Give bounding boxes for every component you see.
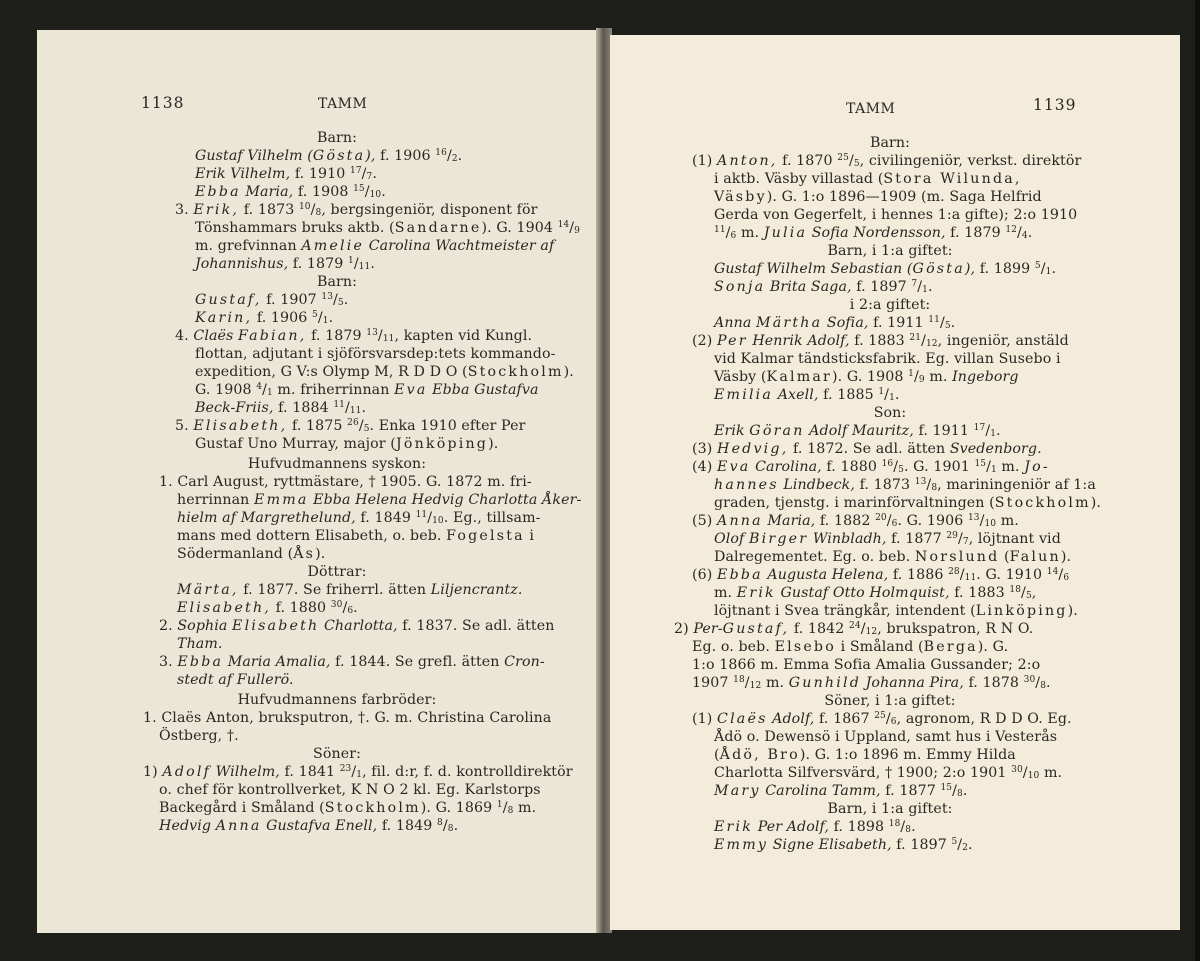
- heading: Barn:: [316, 274, 358, 290]
- text-line: 1) Adolf Wilhelm, f. 1841 $^{23}/_1$, fil. d:r, f. d. kontrolldirektör: [143, 764, 573, 780]
- text-line: Dalregementet. Eg. o. beb. Norslund (Falun).: [714, 549, 1072, 565]
- text-line: graden, tjenstg. i marinförvaltningen (Stockholm).: [714, 495, 1101, 511]
- text-line: Sonja Brita Saga, f. 1897 $^7/_1$.: [714, 279, 933, 295]
- text-line: Hedvig Anna Gustafva Enell, f. 1849 $^8/_8$.: [159, 818, 459, 834]
- edge-shadow: [1195, 0, 1200, 961]
- text-line: (Ådö, Bro). G. 1:o 1896 m. Emmy Hilda: [714, 747, 1016, 763]
- heading: Hufvudmannens syskon:: [247, 456, 427, 472]
- text-line: hielm af Margrethelund, f. 1849 $^{11}/_{10}$. Eg., tillsam-: [177, 510, 541, 526]
- text-line: mans med dottern Elisabeth, o. beb. Fogelsta i: [177, 528, 535, 544]
- text-line: expedition, G V:s Olymp M, R D D O (Stockholm).: [195, 364, 574, 380]
- text-line: 2) Per-Gustaf, f. 1842 $^{24}/_{12}$, brukspatron, R N O.: [674, 621, 1034, 637]
- text-line: Tham.: [177, 636, 223, 652]
- text-line: Märta, f. 1877. Se friherrl. ätten Liljencrantz.: [177, 582, 523, 598]
- text-line: (6) Ebba Augusta Helena, f. 1886 $^{28}/_{11}$. G. 1910 $^{14}/_6$: [692, 567, 1070, 583]
- text-line: 1. Claës Anton, bruksputron, †. G. m. Christina Carolina: [143, 710, 552, 726]
- text-line: Mary Carolina Tamm, f. 1877 $^{15}/_8$.: [714, 783, 968, 799]
- text-line: 3. Erik, f. 1873 $^{10}/_8$, bergsingeniör, disponent för: [175, 202, 538, 218]
- text-line: Gustaf Wilhelm Sebastian (Gösta), f. 1899 $^5/_1$.: [714, 261, 1057, 277]
- text-line: Emmy Signe Elisabeth, f. 1897 $^5/_2$.: [714, 837, 973, 853]
- text-line: hannes Lindbeck, f. 1873 $^{13}/_8$, mariningeniör af 1:a: [714, 477, 1096, 493]
- text-line: vid Kalmar tändsticksfabrik. Eg. villan Susebo i: [714, 351, 1061, 367]
- text-line: Östberg, †.: [159, 728, 239, 744]
- text-line: o. chef för kontrollverket, K N O 2 kl. Eg. Karlstorps: [159, 782, 541, 798]
- text-line: Karin, f. 1906 $^5/_1$.: [195, 310, 334, 326]
- text-line: (1) Claës Adolf, f. 1867 $^{25}/_6$, agronom, R D D O. Eg.: [692, 711, 1072, 727]
- text-line: Södermanland (Ås).: [177, 546, 326, 562]
- text-line: (3) Hedvig, f. 1872. Se adl. ätten Svedenborg.: [692, 441, 1042, 457]
- text-line: Gustaf Vilhelm (Gösta), f. 1906 $^{16}/_2$.: [195, 148, 463, 164]
- text-line: flottan, adjutant i sjöförsvarsdep:tets kommando-: [195, 346, 556, 362]
- text-line: Olof Birger Winbladh, f. 1877 $^{29}/_7$, löjtnant vid: [714, 531, 1061, 547]
- text-line: Väsby (Kalmar). G. 1908 $^1/_9$ m. Ingeborg: [714, 369, 1019, 385]
- heading: Söner:: [313, 746, 361, 762]
- text-line: Eg. o. beb. Elsebo i Småland (Berga). G.: [692, 639, 1009, 655]
- heading: Döttrar:: [307, 564, 367, 580]
- text-line: 4. Claës Fabian, f. 1879 $^{13}/_{11}$, kapten vid Kungl.: [175, 328, 533, 344]
- text-line: $^{11}/_6$ m. Julia Sofia Nordensson, f. 1879 $^{12}/_4$.: [714, 225, 1033, 241]
- heading: Barn:: [869, 135, 911, 151]
- text-line: Väsby). G. 1:o 1896—1909 (m. Saga Helfrid: [714, 189, 1042, 205]
- heading: Söner, i 1:a giftet:: [824, 693, 956, 709]
- text-line: Erik Vilhelm, f. 1910 $^{17}/_7$.: [195, 166, 377, 182]
- text-line: herrinnan Emma Ebba Helena Hedvig Charlotta Åker-: [177, 492, 582, 508]
- running-head: TAMM: [318, 96, 368, 112]
- heading: Hufvudmannens farbröder:: [237, 692, 437, 708]
- text-line: Backegård i Småland (Stockholm). G. 1869 $^1/_8$ m.: [159, 800, 537, 816]
- text-line: stedt af Fullerö.: [177, 672, 294, 688]
- text-line: löjtnant i Svea trängkår, intendent (Linköping).: [714, 603, 1078, 619]
- text-line: 1907 $^{18}/_{12}$ m. Gunhild Johanna Pira, f. 1878 $^{30}/_8$.: [692, 675, 1051, 691]
- text-line: (4) Eva Carolina, f. 1880 $^{16}/_5$. G. 1901 $^{15}/_1$ m. Jo-: [692, 459, 1050, 475]
- running-head: TAMM: [846, 101, 896, 117]
- heading: Barn, i 1:a giftet:: [827, 801, 953, 817]
- text-line: (1) Anton, f. 1870 $^{25}/_5$, civilingeniör, verkst. direktör: [692, 153, 1082, 169]
- text-line: m. grefvinnan Amelie Carolina Wachtmeister af: [195, 238, 555, 254]
- text-line: Beck-Friis, f. 1884 $^{11}/_{11}$.: [195, 400, 367, 416]
- text-line: Anna Märtha Sofia, f. 1911 $^{11}/_5$.: [714, 315, 956, 331]
- text-line: (5) Anna Maria, f. 1882 $^{20}/_6$. G. 1906 $^{13}/_{10}$ m.: [692, 513, 1019, 529]
- text-line: 5. Elisabeth, f. 1875 $^{26}/_5$. Enka 1910 efter Per: [175, 418, 526, 434]
- text-line: (2) Per Henrik Adolf, f. 1883 $^{21}/_{12}$, ingeniör, anstäld: [692, 333, 1069, 349]
- text-line: Gustaf, f. 1907 $^{13}/_5$.: [195, 292, 349, 308]
- text-line: Elisabeth, f. 1880 $^{30}/_6$.: [177, 600, 358, 616]
- text-line: 1:o 1866 m. Emma Sofia Amalia Gussander; 2:o: [692, 657, 1041, 673]
- right-page: [610, 35, 1180, 930]
- text-line: Erik Göran Adolf Mauritz, f. 1911 $^{17}/_1$.: [714, 423, 1001, 439]
- text-line: m. Erik Gustaf Otto Holmquist, f. 1883 $^{18}/_5$,: [714, 585, 1037, 601]
- heading: Barn:: [316, 130, 358, 146]
- text-line: Ebba Maria, f. 1908 $^{15}/_{10}$.: [195, 184, 386, 200]
- text-line: Gustaf Uno Murray, major (Jönköping).: [195, 436, 499, 452]
- text-line: Johannishus, f. 1879 $^1/_{11}$.: [195, 256, 375, 272]
- heading: i 2:a giftet:: [849, 297, 931, 313]
- text-line: Ådö o. Dewensö i Uppland, samt hus i Vesterås: [714, 729, 1058, 745]
- heading: Barn, i 1:a giftet:: [827, 243, 953, 259]
- text-line: Gerda von Gegerfelt, i hennes 1:a gifte); 2:o 1910: [714, 207, 1078, 223]
- text-line: Emilia Axell, f. 1885 $^1/_1$.: [714, 387, 900, 403]
- page-number: 1139: [1033, 96, 1077, 114]
- text-line: i aktb. Väsby villastad (Stora Wilunda,: [714, 171, 1022, 187]
- text-line: Charlotta Silfversvärd, † 1900; 2:o 1901 $^{30}/_{10}$ m.: [714, 765, 1063, 781]
- text-line: 1. Carl August, ryttmästare, † 1905. G. 1872 m. fri-: [159, 474, 532, 490]
- text-line: G. 1908 $^4/_1$ m. friherrinnan Eva Ebba Gustafva: [195, 382, 539, 398]
- heading: Son:: [873, 405, 907, 421]
- text-line: 2. Sophia Elisabeth Charlotta, f. 1837. Se adl. ätten: [159, 618, 555, 634]
- text-line: 3. Ebba Maria Amalia, f. 1844. Se grefl. ätten Cron-: [159, 654, 545, 670]
- text-line: Erik Per Adolf, f. 1898 $^{18}/_8$.: [714, 819, 916, 835]
- text-line: Tönshammars bruks aktb. (Sandarne). G. 1904 $^{14}/_9$: [195, 220, 580, 236]
- page-number: 1138: [141, 94, 185, 112]
- left-page: [37, 30, 597, 933]
